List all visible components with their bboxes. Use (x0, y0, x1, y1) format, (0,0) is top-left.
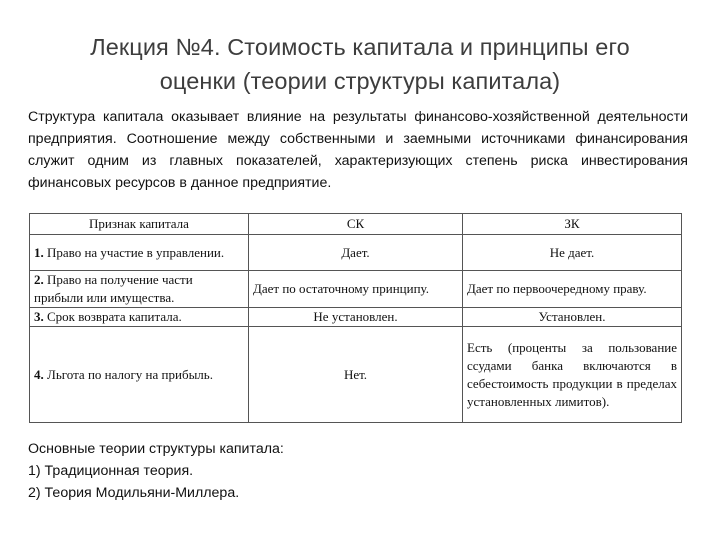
row-sk-cell: Не установлен. (249, 308, 463, 327)
row-label: Льгота по налогу на прибыль. (47, 366, 213, 382)
row-label: Срок возврата капитала. (47, 309, 182, 324)
row-sk-cell: Дает. (249, 235, 463, 271)
row-number: 2. (34, 272, 44, 287)
table-row (30, 308, 682, 327)
row-sk-cell: Нет. (249, 327, 463, 423)
theories-heading: Основные теории структуры капитала: (28, 441, 284, 457)
header-zk: ЗК (463, 214, 682, 235)
table-row (30, 327, 682, 423)
row-zk-cell: Дает по первоочередному праву. (463, 271, 682, 308)
header-sk: СК (249, 214, 463, 235)
header-feature: Признак капитала (30, 214, 249, 235)
row-number: 4. (34, 366, 44, 382)
table-row (30, 271, 682, 308)
row-feature-cell (30, 271, 249, 308)
slide-title-line-1: Лекция №4. Стоимость капитала и принципы его (90, 34, 630, 60)
row-sk-cell: Дает по остаточному принципу. (249, 271, 463, 308)
row-zk-cell: Установлен. (463, 308, 682, 327)
row-feature-cell (30, 327, 249, 423)
row-label: Право на получение части прибыли или имущества. (34, 272, 193, 305)
intro-paragraph: Структура капитала оказывает влияние на результаты финансово-хозяйственной деятельности предприятия. Соотношение между собственными и заемными источниками финансирования служит одним из главных показателей, характеризующих степень риска инвестирования финансовых ресурсов в данное предприятие. (28, 109, 688, 191)
slide-title-line-2: оценки (теории структуры капитала) (159, 68, 561, 94)
row-number: 3. (34, 309, 44, 324)
theory-item: 2) Теория Модильяни-Миллера. (28, 485, 240, 501)
theory-item: 1) Традиционная теория. (28, 463, 194, 479)
table-row (30, 235, 682, 271)
capital-comparison-table (29, 213, 682, 423)
row-label: Право на участие в управлении. (47, 244, 225, 260)
row-feature-cell (30, 235, 249, 271)
table-header-row (30, 214, 682, 235)
row-zk-cell: Не дает. (463, 235, 682, 271)
row-feature-cell (30, 308, 249, 327)
slide-title (40, 30, 680, 98)
theories-block (28, 438, 588, 504)
row-zk-cell: Есть (проценты за пользование ссудами банка включаются в себестоимость продукции в пределах установленных лимитов). (463, 327, 682, 423)
row-number: 1. (34, 244, 44, 260)
